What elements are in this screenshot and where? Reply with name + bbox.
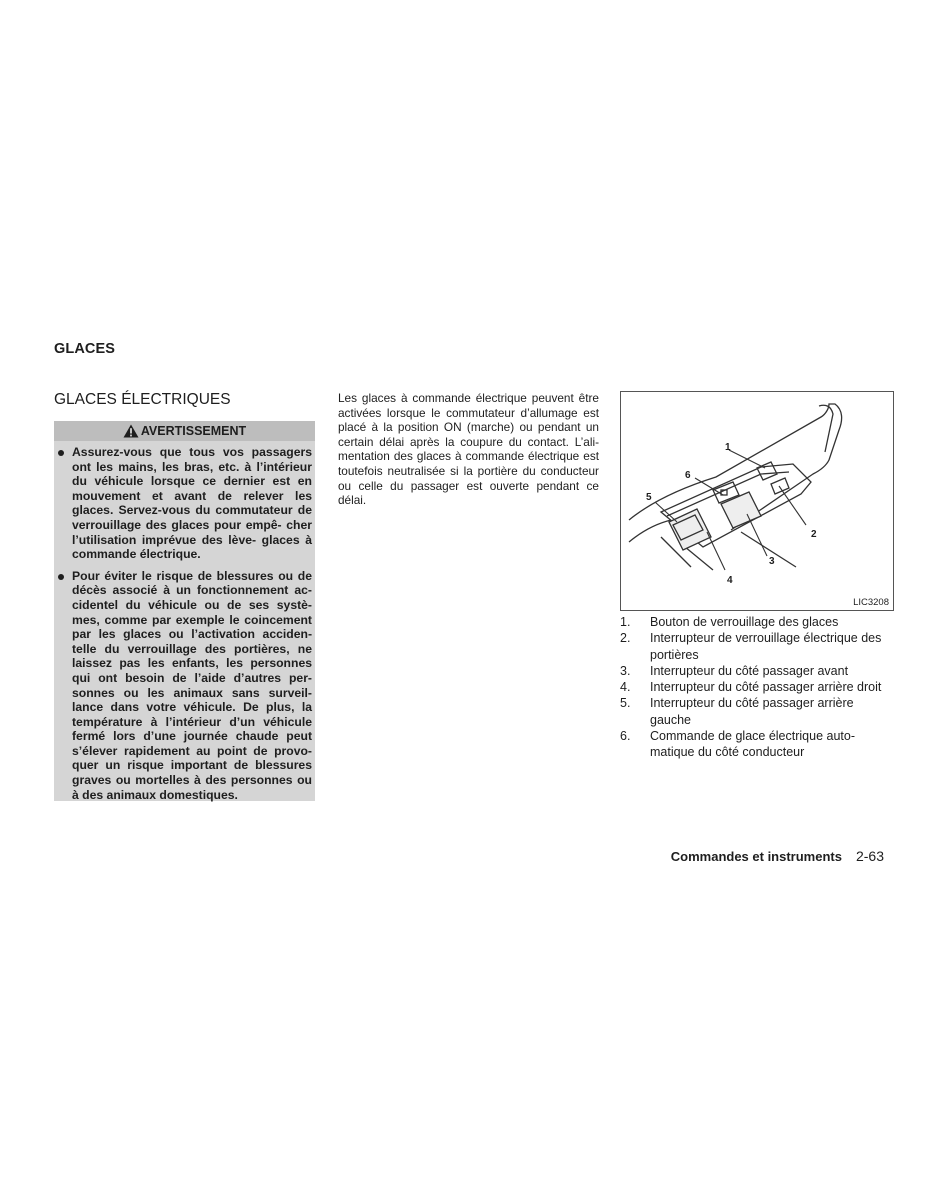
legend-item <box>620 614 892 630</box>
page-footer <box>671 848 884 864</box>
callout-3: 3 <box>769 556 775 567</box>
callout-4: 4 <box>727 575 733 586</box>
legend-text: Bouton de verrouillage des glaces <box>650 615 839 629</box>
bullet-icon <box>58 574 64 580</box>
legend-item <box>620 679 892 695</box>
callout-2: 2 <box>811 529 817 540</box>
window-switch-figure <box>620 391 894 611</box>
figure-legend <box>620 614 892 761</box>
legend-item <box>620 728 892 761</box>
legend-number: 6. <box>620 729 631 744</box>
legend-text: Interrupteur du côté passager arrière droit <box>650 680 882 695</box>
legend-number: 2. <box>620 631 631 646</box>
callout-1: 1 <box>725 442 731 453</box>
legend-number: 4. <box>620 680 631 695</box>
body-paragraph: Les glaces à commande électrique peuvent être activées lorsque le commutateur d’allumage est placé à la position ON (marche) ou pendant un certain délai après la coupure du contact. L’ali- mentation des glaces à commande électrique est toutefois neutralisée si la portière du conducteur ou celle du passager est ouverte pendant ce délai. <box>338 391 599 508</box>
legend-text: Commande de glace électrique auto- matique du côté conducteur <box>650 729 855 760</box>
warning-item <box>54 445 315 562</box>
warning-triangle-icon <box>123 424 139 438</box>
figure-code: LIC3208 <box>853 597 889 608</box>
legend-number: 3. <box>620 663 631 678</box>
warning-list <box>54 445 315 809</box>
section-title: GLACES <box>54 341 116 357</box>
legend-number: 1. <box>620 615 631 629</box>
legend-item <box>620 630 892 663</box>
footer-chapter-title: Commandes et instruments <box>670 849 842 864</box>
legend-item <box>620 663 892 679</box>
legend-text: Interrupteur du côté passager arrière gauche <box>650 696 854 727</box>
warning-header-label: AVERTISSEMENT <box>140 424 247 438</box>
callout-5: 5 <box>646 492 652 503</box>
warning-header <box>54 421 315 441</box>
legend-text: Interrupteur de verrouillage électrique des portières <box>650 631 882 662</box>
legend-item <box>620 695 892 728</box>
legend-text: Interrupteur du côté passager avant <box>650 663 849 678</box>
legend-number: 5. <box>620 696 631 711</box>
page-number: 2-63 <box>855 848 884 864</box>
warning-box <box>54 421 315 801</box>
warning-item <box>54 569 315 803</box>
callout-6: 6 <box>685 470 691 481</box>
warning-item-text: Assurez-vous que tous vos passagers ont les mains, les bras, etc. à l’intérieur du véhicule lorsque ce dernier est en mouvement et avant de relever les glaces. Servez-vous du commutateur de verrouillage des glaces pour empê- cher l’utilisation imprévue des lève- glaces à commande électrique. <box>72 445 312 562</box>
bullet-icon <box>58 450 64 456</box>
warning-item-text: Pour éviter le risque de blessures ou de décès associé à un fonctionnement ac- cidentel du véhicule ou de ses systè- mes, comme par exemple le coincement par les glaces ou l’activation acciden- telle du verrouillage des portières, ne laissez pas les enfants, les personnes qui ont besoin de l’aide d’autres per- sonnes ou les animaux sans surveil- lance dans votre véhicule. De plus, la température à l’intérieur d’un véhicule fermé lors d’une journée chaude peut s’élever rapidement au point de provo- quer un risque important de blessures graves ou mortelles à des personnes ou à des animaux domestiques. <box>72 568 312 802</box>
subsection-title: GLACES ÉLECTRIQUES <box>54 391 231 408</box>
window-switch-illustration <box>621 392 893 610</box>
